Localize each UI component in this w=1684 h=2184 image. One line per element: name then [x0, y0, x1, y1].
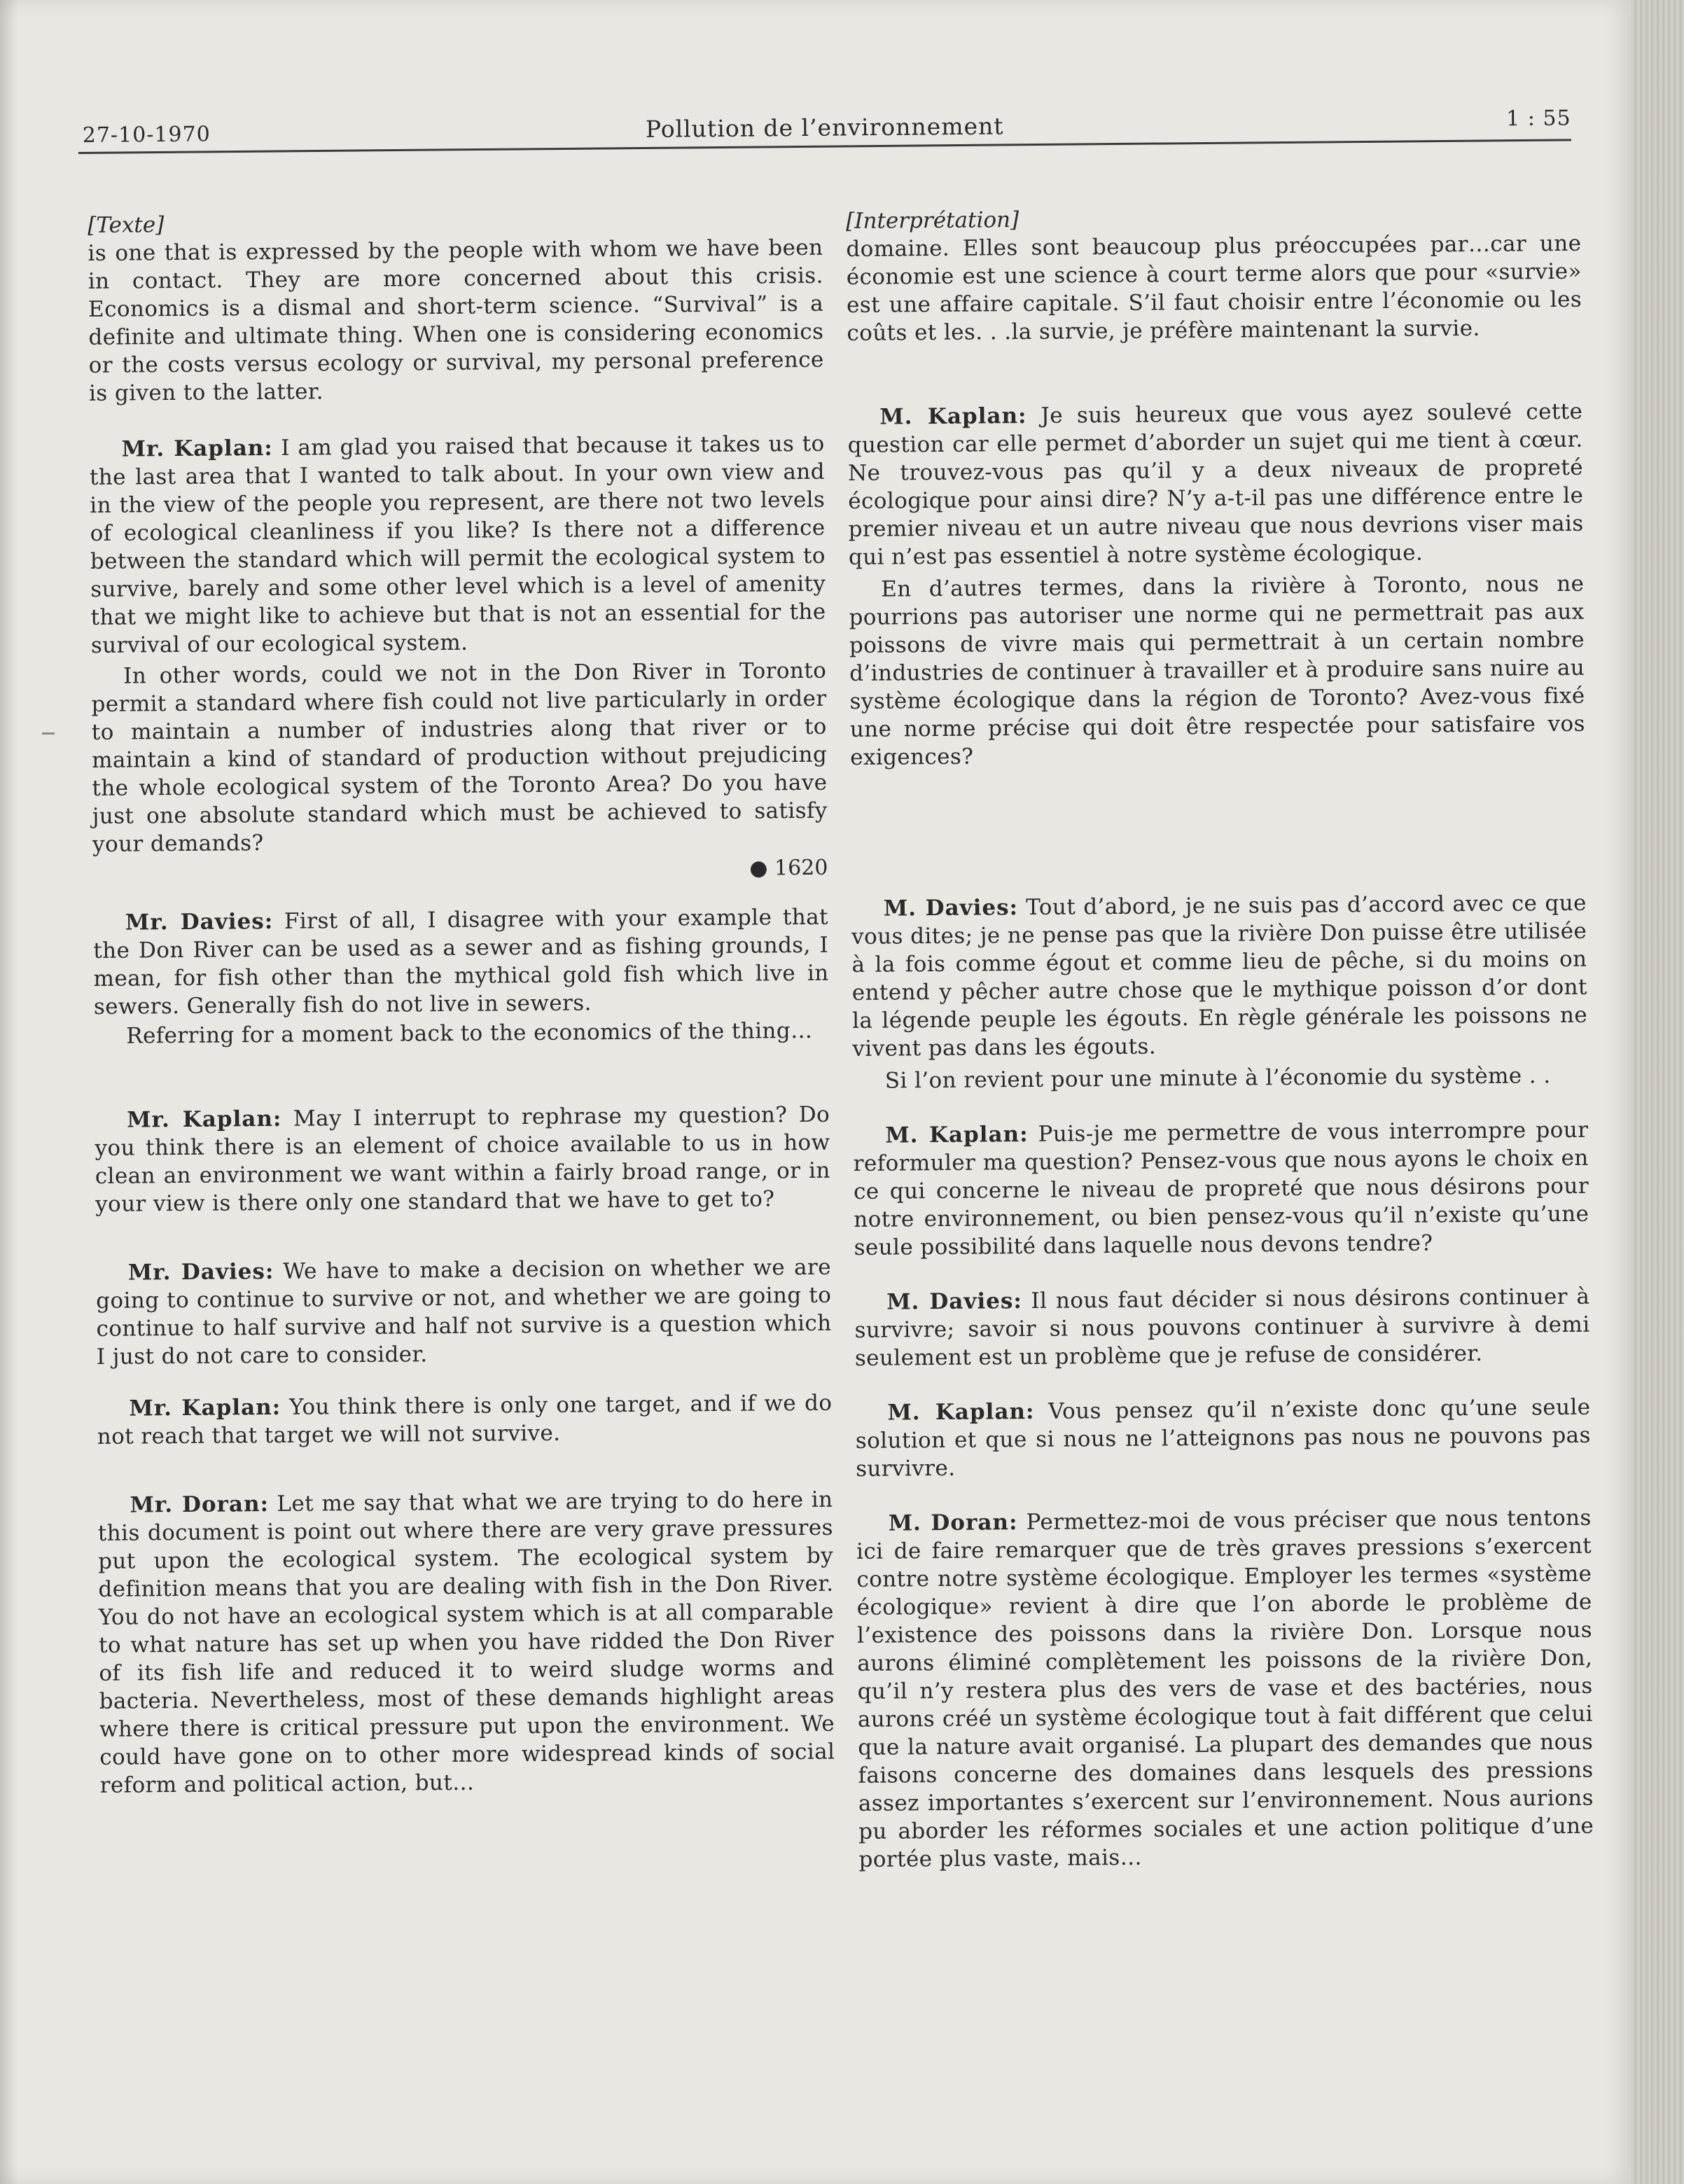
speech-paragraph	[854, 1283, 1590, 1372]
speech-paragraph	[97, 1389, 833, 1451]
speaker-name: M. Davies:	[886, 1288, 1022, 1315]
section-marker-right: [Interprétation]	[846, 207, 1020, 234]
right-column	[846, 202, 1594, 1874]
speech-text: First of all, I disagree with your example that the Don River can be used as a sewer and as fishing grounds, I mean, for fish other than the mythical gold fish which live in sewers. Generally fish do not live in sewers.	[93, 904, 829, 1020]
paragraph: domaine. Elles sont beaucoup plus préoccupées par…car une économie est une science à court terme alors que pour «survie» est une affaire capitale. S’il faut choisir entre l’économie ou les coûts et les. . .la survie, je préfère maintenant la survie.	[846, 230, 1582, 346]
page-header	[78, 102, 1571, 154]
speaker-name: M. Kaplan:	[885, 1121, 1029, 1148]
speech-text: Let me say that what we are trying to do here in this document is point out where there are very grave pressures put upon the ecological system. The ecological system by definition means that you are dealing with fish in the Don River. You do not have an ecological system which is at all comparable to what nature has set up when you have ridded the Don River of its fish life and reduced it to weird sludge worms and bacteria. Nevertheless, most of these demands highlight areas where there is critical pressure put upon the environment. We could have gone on to other more widespread kinds of social reform and political action, but…	[97, 1487, 835, 1798]
paragraph: En d’autres termes, dans la rivière à Toronto, nous ne pourrions pas autoriser une norme qui ne permettrait pas aux poissons de vivre mais qui permettrait à un certain nombre d’industries de continuer à travailler et à produire sans nuire au système écologique dans la région de Toronto? Avez-vous fixé une norme précise qui doit être respectée pour satisfaire vos exigences?	[849, 571, 1585, 770]
speech-text: Puis-je me permettre de vous interrompre pour reformuler ma question? Pensez-vous que nous ayons le choix en ce qui concerne le niveau de propreté que nous désirons pour notre environnement, ou bien pensez-vous qu’il n’existe qu’une seule possibilité dans laquelle nous devons tendre?	[853, 1117, 1589, 1260]
speech-paragraph	[856, 1504, 1594, 1874]
paragraph: Referring for a moment back to the economics of the thing…	[126, 1017, 813, 1049]
speech-paragraph	[90, 430, 826, 660]
speech-text: You think there is only one target, and if we do not reach that target we will not survive.	[97, 1390, 833, 1449]
speaker-name: M. Kaplan:	[879, 403, 1027, 430]
binding-shadow	[0, 0, 18, 2184]
speaker-name: M. Davies:	[883, 895, 1019, 921]
left-column	[88, 206, 835, 1800]
speech-paragraph	[855, 1393, 1591, 1483]
page-stack-edge	[1631, 0, 1684, 2184]
speech-paragraph	[851, 889, 1588, 1063]
paragraph: is one that is expressed by the people with whom we have been in contact. They are more concerned about this crisis. Economics is a dismal and short-term science. “Survival” is a definite and ultimate thing. When one is considering economics or the costs versus ecology or survival, my personal preference is given to the latter.	[88, 235, 824, 406]
speech-paragraph	[853, 1116, 1589, 1262]
speech-text: Tout d’abord, je ne suis pas d’accord avec ce que vous dites; je ne pense pas que la rivière Don puisse être utilisée à la fois comme égout et comme lieu de pêche, si du moins on entend y pêcher autre chose que le mythique poisson d’or dont la légende peuple les égouts. En règle générale les poissons ne vivent pas dans les égouts.	[851, 890, 1588, 1062]
section-marker-left: [Texte]	[88, 212, 165, 238]
speaker-name: M. Doran:	[888, 1510, 1018, 1536]
speaker-name: Mr. Kaplan:	[129, 1394, 281, 1421]
speech-text: Il nous faut décider si nous désirons continuer à survivre; savoir si nous pouvons continuer à survivre à demi seulement est un problème que je refuse de considérer.	[854, 1284, 1590, 1371]
speech-paragraph	[847, 398, 1584, 571]
paragraph: In other words, could we not in the Don River in Toronto permit a standard where fish could not live particularly in order to maintain a number of industries along that river or to maintain a kind of standard of production without prejudicing the whole ecological system of the Toronto Area? Do you have just one absolute standard which must be achieved to satisfy your demands?	[91, 658, 828, 857]
paragraph: Si l’on revient pour une minute à l’économie du système . .	[884, 1063, 1551, 1094]
speaker-name: Mr. Kaplan:	[127, 1106, 282, 1133]
margin-mark	[42, 732, 55, 735]
speaker-name: M. Kaplan:	[887, 1398, 1035, 1426]
speech-paragraph	[93, 903, 829, 1021]
speaker-name: Mr. Doran:	[130, 1491, 270, 1518]
speech-paragraph	[97, 1486, 835, 1800]
speech-text: Permettez-moi de vous préciser que nous tentons ici de faire remarquer que de très graves pressions s’exercent contre notre système écologique. Employer les termes «système écologique» revient à dire que l’on aborde le problème de l’existence des poissons dans la rivière Don. Lorsque nous aurons éliminé complètement les poissons de la rivière Don, qu’il n’y restera plus des vers de vase et des bactéries, nous aurons créé un système écologique tout à fait différent que celui que la nature avait organisé. La plupart des demandes que nous faisons concerne des domaines dans lesquels des pressions assez importantes s’exercent sur l’environnement. Nous aurions pu aborder les réformes sociales et une action politique d’une portée plus vaste, mais…	[856, 1505, 1594, 1872]
speech-paragraph	[96, 1253, 832, 1371]
speaker-name: Mr. Davies:	[125, 908, 274, 935]
speech-text: I am glad you raised that because it takes us to the last area that I wanted to talk about. In your own view and in the view of the people you represent, are there not two levels of ecological cleanliness if you like? Is there not a difference between the standard which will permit the ecological system to survive, barely and some other level which is a level of amenity that we might like to achieve but that is not an essential for the survival of our ecological system.	[89, 431, 826, 658]
header-title: Pollution de l’environnement	[645, 112, 1004, 143]
speaker-name: Mr. Kaplan:	[121, 435, 273, 462]
speaker-name: Mr. Davies:	[127, 1258, 274, 1286]
speech-text: Je suis heureux que vous ayez soulevé cette question car elle permet d’aborder un sujet qui me tient à cœur. Ne trouvez-vous pas qu’il y a deux niveaux de propreté écologique pour ainsi dire? N’y a-t-il pas une différence entre le premier niveau et un autre niveau que nous devrions viser mais qui n’est pas essentiel à notre système écologique.	[847, 398, 1584, 570]
header-page-number: 1 : 55	[1506, 106, 1571, 132]
speech-paragraph	[95, 1101, 830, 1218]
speech-text: We have to make a decision on whether we are going to continue to survive or not, and whether we are going to continue to half survive and half not survive is a question which I just do not care to consider.	[96, 1254, 832, 1370]
header-date: 27-10-1970	[82, 122, 211, 148]
speech-text: Vous pensez qu’il n’existe donc qu’une seule solution et que si nous ne l’atteignons pas nous ne pouvons pas survivre.	[855, 1394, 1591, 1482]
speech-text: May I interrupt to rephrase my question? Do you think there is an element of choice available to us in how clean an environment we want within a fairly broad range, or in your view is there only one standard that we have to get to?	[95, 1101, 830, 1217]
timestamp: ● 1620	[749, 855, 828, 881]
